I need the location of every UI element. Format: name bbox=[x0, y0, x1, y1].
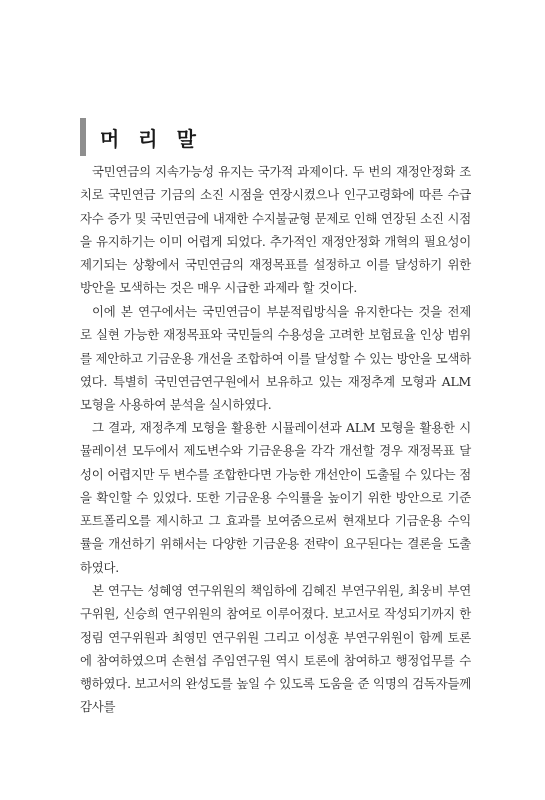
paragraph-3: 그 결과, 재정추계 모형을 활용한 시뮬레이션과 ALM 모형을 활용한 시뮬레이션 모두에서 제도변수와 기금운용을 각각 개선할 경우 재정목표 달성이 어렵지만 두 변수를 조합한다면 가능한 개선안이 도출될 수 있다는 점을 확인할 수 있었다. 또한 기금운용 수익률을 높이기 위한 방안으로 기준포트폴리오를 제시하고 그 효과를 보여줌으로써 현재보다 기금운용 수익률을 개선하기 위해서는 다양한 기금운용 전략이 요구된다는 결론을 도출하였다. bbox=[80, 420, 471, 575]
paragraph-4: 본 연구는 성혜영 연구위원의 책임하에 김혜진 부연구위원, 최웅비 부연구위원, 신승희 연구위원의 참여로 이루어졌다. 보고서로 작성되기까지 한정림 연구위원과 최영민 연구위원 그리고 이성훈 부연구위원이 함께 토론에 참여하였으며 손현섭 주임연구원 역시 토론에 참여하고 행정업무를 수행하였다. 보고서의 완성도를 높일 수 있도록 도움을 준 익명의 검독자들께 감사를 bbox=[80, 583, 471, 715]
paragraph-2: 이에 본 연구에서는 국민연금이 부분적립방식을 유지한다는 것을 전제로 실현 가능한 재정목표와 국민들의 수용성을 고려한 보험료율 인상 범위를 제안하고 기금운용 개선을 조합하여 이를 달성할 수 있는 방안을 모색하였다. 특별히 국민연금연구원에서 보유하고 있는 재정추계 모형과 ALM 모형을 사용하여 분석을 실시하였다. bbox=[80, 304, 471, 413]
heading-accent-bar bbox=[80, 118, 86, 156]
paragraph-1: 국민연금의 지속가능성 유지는 국가적 과제이다. 두 번의 재정안정화 조치로 국민연금 기금의 소진 시점을 연장시켰으나 인구고령화에 따른 수급자수 증가 및 국민연금에 내재한 수지불균형 문제로 인해 연장된 소진 시점을 유지하기는 이미 어렵게 되었다. 추가적인 재정안정화 개혁의 필요성이 제기되는 상황에서 국민연금의 재정목표를 설정하고 이를 달성하기 위한 방안을 모색하는 것은 매우 시급한 과제라 할 것이다. bbox=[80, 164, 471, 296]
heading-block bbox=[80, 118, 202, 156]
page-title: 머 리 말 bbox=[100, 126, 202, 151]
